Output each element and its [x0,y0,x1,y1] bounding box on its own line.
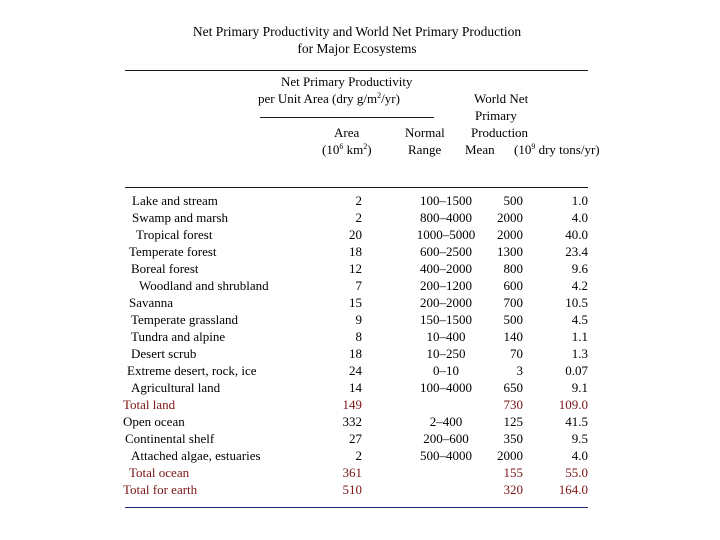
production-value: 4.5 [571,312,588,327]
normal-range-value: 0–10 [433,363,459,378]
production-value: 23.4 [565,244,588,259]
ecosystem-name: Agricultural land [131,380,221,395]
normal-range-value: 10–400 [426,329,466,344]
ecosystem-name: Temperate grassland [131,312,239,327]
production-value: 164.0 [558,482,588,497]
mean-value: 800 [503,261,523,276]
ecosystem-name: Tropical forest [136,227,213,242]
mean-value: 500 [503,312,523,327]
mean-value: 2000 [497,210,523,225]
area-value: 24 [349,363,362,378]
production-value: 9.5 [571,431,588,446]
area-value: 2 [355,193,362,208]
normal-range-value: 100–4000 [420,380,472,395]
area-value: 2 [355,210,362,225]
production-value: 9.6 [571,261,588,276]
area-value: 2 [355,448,362,463]
mean-value: 700 [503,295,523,310]
production-value: 55.0 [565,465,588,480]
ecosystem-name: Total ocean [129,465,190,480]
ecosystem-name: Open ocean [123,414,185,429]
npp-group-header-line-2: per Unit Area (dry $g/m^2/yr$) [258,91,400,106]
normal-range-header-line-1: Normal [405,125,445,140]
area-value: 510 [342,482,362,497]
normal-range-value: 10–250 [426,346,466,361]
table-title-line-2: for Major Ecosystems [297,41,417,56]
production-value: 40.0 [565,227,588,242]
ecosystem-name: Boreal forest [131,261,199,276]
normal-range-value: 600–2500 [420,244,472,259]
mean-value: 350 [503,431,523,446]
mean-value: 320 [503,482,523,497]
top-rule [125,70,588,71]
table-title-line-1: Net Primary Productivity and World Net Primary Production [192,24,522,39]
ecosystem-name: Desert scrub [131,346,197,361]
mean-value: 2000 [497,227,523,242]
ecosystem-name: Total land [123,397,176,412]
area-value: 12 [349,261,362,276]
production-value: 4.0 [571,448,588,463]
production-value: 0.07 [565,363,588,378]
normal-range-value: 200–1200 [420,278,472,293]
mean-value: 3 [516,363,523,378]
production-value: 1.0 [571,193,588,208]
normal-range-value: 150–1500 [420,312,472,327]
normal-range-value: 500–4000 [420,448,472,463]
area-header-line-1: Area [334,125,360,140]
mean-value: 140 [503,329,523,344]
normal-range-value: 400–2000 [420,261,472,276]
bottom-rule [125,507,588,508]
mean-value: 125 [503,414,523,429]
npp-group-header-line-1: Net Primary Productivity [281,74,413,89]
production-unit-header: ($10^9$ dry tons/yr) [514,142,600,157]
production-value: 4.0 [571,210,588,225]
area-header-line-2: ($10^6$ $km^2$) [322,142,372,157]
area-value: 14 [349,380,362,395]
mean-value: 1300 [497,244,523,259]
ecosystem-name: Tundra and alpine [131,329,226,344]
area-value: 20 [349,227,362,242]
npp-group-underline [260,117,434,118]
mean-value: 500 [503,193,523,208]
area-value: 9 [355,312,362,327]
area-value: 8 [355,329,362,344]
area-value: 18 [349,244,362,259]
production-value: 9.1 [571,380,588,395]
normal-range-value: 1000–5000 [416,227,476,242]
ecosystem-name: Lake and stream [132,193,218,208]
area-value: 7 [355,278,362,293]
normal-range-value: 800–4000 [420,210,472,225]
mean-value: 155 [503,465,523,480]
normal-range-value: 100–1500 [420,193,472,208]
ecosystem-name: Temperate forest [129,244,217,259]
production-value: 4.2 [571,278,588,293]
production-value: 109.0 [558,397,588,412]
area-value: 15 [349,295,362,310]
world-header-line-2: Primary [475,108,517,123]
production-value: 1.3 [571,346,588,361]
mean-value: 730 [503,397,523,412]
ecosystem-name: Total for earth [123,482,198,497]
area-value: 27 [349,431,362,446]
area-value: 361 [342,465,362,480]
ecosystem-name: Savanna [129,295,174,310]
ecosystem-name: Attached algae, estuaries [131,448,261,463]
normal-range-value: 200–2000 [420,295,472,310]
normal-range-header-line-2: Range [408,142,442,157]
world-header-line-3: Production [471,125,529,140]
world-header-line-1: World Net [474,91,529,106]
production-value: 41.5 [565,414,588,429]
ecosystem-name: Swamp and marsh [132,210,229,225]
ecosystem-name: Extreme desert, rock, ice [127,363,257,378]
ecosystem-name: Continental shelf [125,431,215,446]
header-rule [125,187,588,188]
mean-value: 70 [510,346,523,361]
production-value: 10.5 [565,295,588,310]
normal-range-value: 2–400 [429,414,463,429]
normal-range-value: 200–600 [423,431,469,446]
ecosystem-name: Woodland and shrubland [139,278,269,293]
area-value: 149 [342,397,362,412]
area-value: 18 [349,346,362,361]
mean-value: 650 [503,380,523,395]
mean-value: 2000 [497,448,523,463]
mean-value: 600 [503,278,523,293]
mean-header: Mean [465,142,495,157]
production-value: 1.1 [571,329,588,344]
area-value: 332 [342,414,362,429]
